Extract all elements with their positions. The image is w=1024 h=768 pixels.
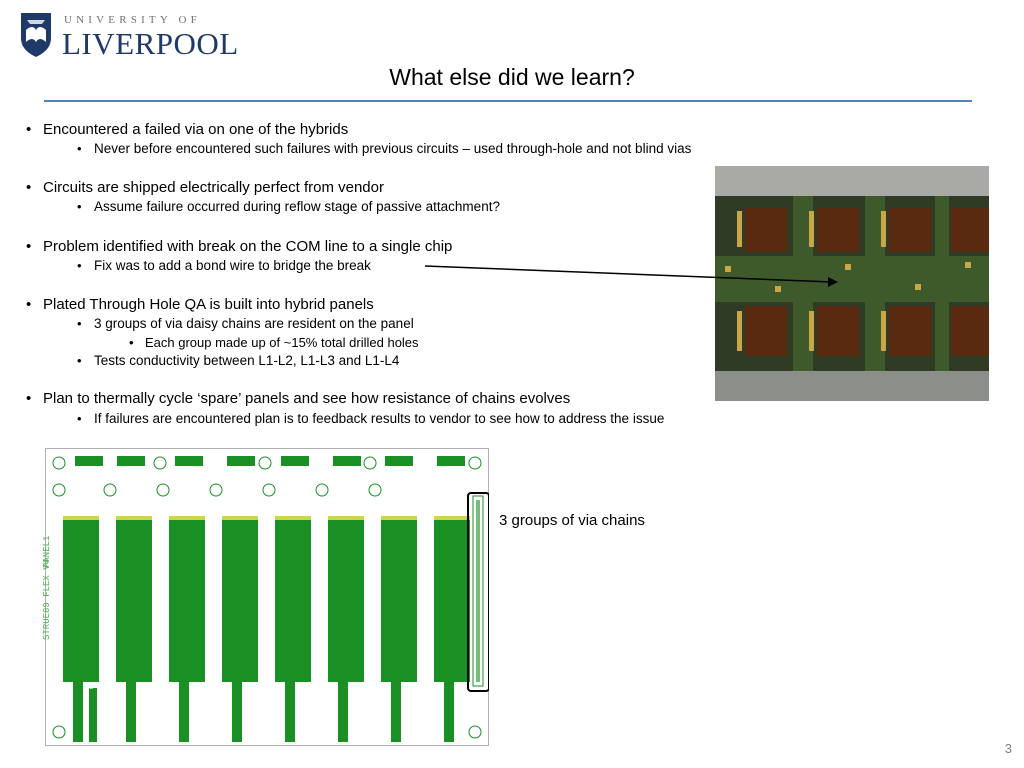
bullet-item: Each group made up of ~15% total drilled holes: [145, 335, 419, 350]
slide-title: What else did we learn?: [389, 64, 635, 90]
bullet-dot: •: [26, 121, 32, 138]
pcb-number: 2: [195, 682, 200, 691]
hybrid-panel-layout: [45, 448, 489, 746]
bullet-item: Circuits are shipped electrically perfect from vendor: [43, 179, 384, 196]
via-chains-label: 3 groups of via chains: [499, 512, 645, 529]
pcb-number: 7: [460, 682, 465, 691]
bullet-dot: •: [77, 141, 82, 156]
bullet-item: If failures are encountered plan is to feedback results to vendor to see how to address the issue: [94, 411, 665, 426]
bullet-dot: •: [77, 353, 82, 368]
university-logo: [20, 12, 239, 62]
pcb-number: 5: [354, 682, 359, 691]
bullet-item: Plan to thermally cycle ‘spare’ panels and see how resistance of chains evolves: [43, 390, 571, 407]
bullet-dot: •: [77, 411, 82, 426]
bullet-dot: •: [77, 199, 82, 214]
bullet-dot: •: [26, 296, 32, 313]
pcb-number: 4: [301, 682, 306, 691]
bullet-item: Plated Through Hole QA is built into hybrid panels: [43, 296, 374, 313]
bullet-item: Problem identified with break on the COM line to a single chip: [43, 238, 453, 255]
hybrid-photo: [715, 166, 989, 401]
bullet-item: Fix was to add a bond wire to bridge the break: [94, 258, 371, 273]
bullet-item: Assume failure occurred during reflow stage of passive attachment?: [94, 199, 500, 214]
bullet-item: Never before encountered such failures with previous circuits – used through-hole and not blind vias: [94, 141, 692, 156]
page-number: 3: [1004, 741, 1012, 756]
bullet-item: Encountered a failed via on one of the hybrids: [43, 121, 349, 138]
pcb-side-label: STRUE89 FLEX V4: [42, 558, 52, 640]
logo-top-text: UNIVERSITY OF: [64, 14, 201, 26]
pcb-number: 1: [142, 682, 147, 691]
bullet-dot: •: [26, 179, 32, 196]
university-crest-icon: [20, 12, 52, 58]
bullet-item: Tests conductivity between L1-L2, L1-L3 and L1-L4: [94, 353, 400, 368]
bullet-item: 3 groups of via daisy chains are resident on the panel: [94, 316, 414, 331]
pcb-number: 3: [248, 682, 253, 691]
pcb-number: 8: [89, 682, 94, 691]
pcb-panel-label: PANEL1: [42, 535, 52, 568]
bullet-dot: •: [77, 258, 82, 273]
bullet-dot: •: [77, 316, 82, 331]
bullet-dot: •: [26, 238, 32, 255]
title-divider: [44, 100, 972, 102]
bullet-dot: •: [129, 335, 134, 350]
logo-bottom-text: LIVERPOOL: [62, 26, 239, 61]
bullet-dot: •: [26, 390, 32, 407]
pcb-number: 6: [407, 682, 412, 691]
